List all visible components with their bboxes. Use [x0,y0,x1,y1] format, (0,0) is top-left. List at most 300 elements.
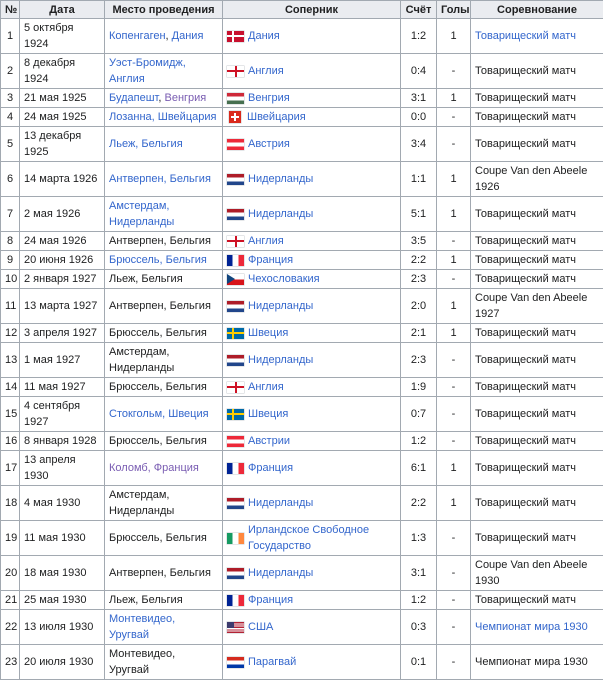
match-score: 2:3 [401,270,437,289]
venue-text: Льеж, Бельгия [109,594,183,606]
goals-scored: - [437,591,471,610]
goals-scored: 1 [437,197,471,232]
opponent-cell [223,324,401,343]
opponent-cell [223,343,401,378]
table-row [1,127,603,162]
goals-scored: - [437,645,471,680]
table-row [1,162,603,197]
venue-text: , [165,30,172,42]
venue-text: Брюссель, Бельгия [109,435,207,447]
match-score: 2:2 [401,251,437,270]
goals-scored: - [437,232,471,251]
opponent-link[interactable]: Швеция [248,327,289,339]
competition-text: Товарищеский матч [475,138,576,150]
match-venue [105,610,223,645]
match-score: 1:2 [401,591,437,610]
opponent [227,379,396,395]
match-score: 3:1 [401,556,437,591]
opponent [227,28,396,44]
opponent [227,592,396,608]
goals-scored: - [437,108,471,127]
header-score[interactable]: Счёт [401,1,437,19]
match-venue [105,54,223,89]
header-opponent[interactable]: Соперник [223,1,401,19]
match-score: 2:1 [401,324,437,343]
match-date: 11 мая 1930 [20,521,105,556]
match-venue [105,108,223,127]
competition [471,251,603,270]
match-date: 8 декабря 1924 [20,54,105,89]
goals-scored: - [437,521,471,556]
france-flag-icon [227,463,244,474]
competition-text: Товарищеский матч [475,408,576,420]
competition-link[interactable]: Чемпионат мира 1930 [475,621,588,633]
goals-scored: - [437,378,471,397]
row-number: 14 [1,378,20,397]
competition [471,197,603,232]
opponent-link[interactable]: Нидерланды [248,567,314,579]
match-venue [105,19,223,54]
venue-text: Льеж, Бельгия [109,273,183,285]
match-date: 3 апреля 1927 [20,324,105,343]
opponent-cell [223,610,401,645]
opponent [227,63,396,79]
table-row [1,19,603,54]
opponent-link[interactable]: Франция [248,462,294,474]
competition-text: Товарищеский матч [475,208,576,220]
netherlands-flag-icon [227,568,244,579]
opponent-link[interactable]: США [248,621,274,633]
netherlands-flag-icon [227,355,244,366]
table-row [1,521,603,556]
opponent-link[interactable]: Нидерланды [248,173,314,185]
match-venue [105,127,223,162]
opponent-link[interactable]: Чехословакия [248,273,320,285]
competition-text: Товарищеский матч [475,92,576,104]
match-venue [105,451,223,486]
match-score: 2:3 [401,343,437,378]
opponent [227,654,396,670]
usa-flag-icon [227,622,244,633]
venue-link[interactable]: Антверпен, Бельгия [109,173,211,185]
row-number: 15 [1,397,20,432]
opponent-link[interactable]: Англия [248,65,284,77]
row-number: 16 [1,432,20,451]
match-date: 21 мая 1925 [20,89,105,108]
competition [471,378,603,397]
match-date: 8 января 1928 [20,432,105,451]
france-flag-icon [227,595,244,606]
switzerland-flag-icon [229,111,241,123]
match-venue [105,343,223,378]
competition-text: Товарищеский матч [475,594,576,606]
goals-scored: - [437,54,471,89]
match-venue [105,556,223,591]
match-date: 1 мая 1927 [20,343,105,378]
competition [471,270,603,289]
competition [471,645,603,680]
row-number: 19 [1,521,20,556]
table-row [1,197,603,232]
competition-text: Чемпионат мира 1930 [475,656,588,668]
competition-text: Товарищеский матч [475,327,576,339]
competition [471,486,603,521]
table-row [1,232,603,251]
competition [471,232,603,251]
match-date: 25 мая 1930 [20,591,105,610]
opponent-link[interactable]: Швеция [248,408,289,420]
match-venue [105,645,223,680]
france-flag-icon [227,255,244,266]
match-score: 2:2 [401,486,437,521]
goals-scored: - [437,343,471,378]
match-date: 20 июля 1930 [20,645,105,680]
venue-link[interactable]: Амстердам, Нидерланды [109,200,175,228]
opponent [227,206,396,222]
match-date: 13 марта 1927 [20,289,105,324]
opponent-link[interactable]: Нидерланды [248,497,314,509]
opponent-link[interactable]: Англия [248,381,284,393]
header-venue[interactable]: Место проведения [105,1,223,19]
venue-link[interactable]: Уэст-Бромидж, Англия [109,57,186,85]
row-number: 3 [1,89,20,108]
denmark-flag-icon [227,31,244,42]
competition-text: Товарищеский матч [475,532,576,544]
opponent-link[interactable]: Нидерланды [248,354,314,366]
match-score: 2:0 [401,289,437,324]
competition-text: Товарищеский матч [475,111,576,123]
opponent [227,109,396,125]
match-score: 6:1 [401,451,437,486]
venue-link[interactable]: Коломб, Франция [109,462,199,474]
ireland-flag-icon [227,533,244,544]
venue-text: Монтевидео, Уругвай [109,648,176,676]
match-date: 20 июня 1926 [20,251,105,270]
opponent-cell [223,378,401,397]
opponent-link[interactable]: Швейцария [247,111,306,123]
table-row [1,251,603,270]
opponent-cell [223,645,401,680]
competition-link[interactable]: Товарищеский матч [475,30,576,42]
match-venue [105,378,223,397]
opponent-cell [223,232,401,251]
row-number: 17 [1,451,20,486]
match-date: 13 апреля 1930 [20,451,105,486]
goals-scored: 1 [437,289,471,324]
match-venue [105,486,223,521]
table-row [1,343,603,378]
match-date: 24 мая 1925 [20,108,105,127]
venue-link[interactable]: Дания [171,30,204,42]
match-score: 3:4 [401,127,437,162]
venue-link[interactable]: Будапешт [109,92,159,104]
opponent-cell [223,521,401,556]
competition-text: Товарищеский матч [475,273,576,285]
opponent-link[interactable]: Австрии [248,435,291,447]
table-row [1,610,603,645]
opponent-cell [223,162,401,197]
match-date: 24 мая 1926 [20,232,105,251]
match-venue [105,162,223,197]
match-date: 4 сентября 1927 [20,397,105,432]
opponent [227,352,396,368]
venue-link[interactable]: Стокгольм, Швеция [109,408,209,420]
row-number: 18 [1,486,20,521]
match-venue [105,397,223,432]
competition [471,289,603,324]
competition-text: Coupe Van den Abeele 1930 [475,559,588,587]
opponent-cell [223,397,401,432]
table-row [1,451,603,486]
match-date: 2 мая 1926 [20,197,105,232]
goals-scored: - [437,432,471,451]
england-flag-icon [227,66,244,77]
match-score: 1:2 [401,432,437,451]
row-number: 23 [1,645,20,680]
competition [471,397,603,432]
venue-text: Брюссель, Бельгия [109,532,207,544]
match-score: 3:1 [401,89,437,108]
hungary-flag-icon [227,93,244,104]
competition [471,19,603,54]
opponent-link[interactable]: Парагвай [248,656,297,668]
czech-flag-icon [227,274,244,285]
opponent-link[interactable]: Венгрия [248,92,290,104]
competition [471,127,603,162]
match-date: 11 мая 1927 [20,378,105,397]
venue-text: Амстердам, Нидерланды [109,489,175,517]
match-venue [105,270,223,289]
table-row [1,289,603,324]
table-row [1,397,603,432]
sweden-flag-icon [227,328,244,339]
competition-text: Товарищеский матч [475,254,576,266]
goals-scored: - [437,397,471,432]
table-row [1,270,603,289]
table-row [1,324,603,343]
venue-link[interactable]: Венгрия [164,92,207,104]
row-number: 1 [1,19,20,54]
table-row [1,89,603,108]
match-venue [105,521,223,556]
competition [471,556,603,591]
venue-text: , [158,92,165,104]
venue-text: Брюссель, Бельгия [109,327,207,339]
competition-text: Товарищеский матч [475,235,576,247]
match-score: 1:9 [401,378,437,397]
match-venue [105,324,223,343]
competition [471,343,603,378]
match-score: 1:1 [401,162,437,197]
competition-text: Товарищеский матч [475,497,576,509]
opponent-cell [223,556,401,591]
header-date[interactable]: Дата [20,1,105,19]
match-venue [105,432,223,451]
opponent-cell [223,54,401,89]
competition [471,451,603,486]
row-number: 2 [1,54,20,89]
match-venue [105,251,223,270]
goals-scored: 1 [437,251,471,270]
venue-text: Антверпен, Бельгия [109,300,211,312]
goals-scored: - [437,270,471,289]
goals-scored: 1 [437,89,471,108]
match-date: 18 мая 1930 [20,556,105,591]
goals-scored: 1 [437,162,471,197]
competition [471,521,603,556]
opponent [227,325,396,341]
match-score: 0:4 [401,54,437,89]
opponent-cell [223,19,401,54]
opponent-cell [223,197,401,232]
opponent [227,619,396,635]
goals-scored: 1 [437,324,471,343]
row-number: 12 [1,324,20,343]
opponent [227,406,396,422]
venue-text: Брюссель, Бельгия [109,381,207,393]
netherlands-flag-icon [227,209,244,220]
match-score: 0:7 [401,397,437,432]
venue-text: Антверпен, Бельгия [109,235,211,247]
match-date: 13 июля 1930 [20,610,105,645]
competition [471,108,603,127]
opponent [227,136,396,152]
header-goals[interactable]: Голы [437,1,471,19]
table-body [1,19,603,680]
opponent [227,433,396,449]
competition-text: Товарищеский матч [475,381,576,393]
competition [471,54,603,89]
opponent-cell [223,486,401,521]
opponent [227,271,396,287]
opponent-cell [223,251,401,270]
row-number: 6 [1,162,20,197]
opponent [227,233,396,249]
competition [471,432,603,451]
table-row [1,378,603,397]
row-number: 5 [1,127,20,162]
competition-text: Товарищеский матч [475,65,576,77]
table-row [1,556,603,591]
row-number: 13 [1,343,20,378]
table-row [1,645,603,680]
opponent-cell [223,108,401,127]
competition-text: Товарищеский матч [475,462,576,474]
netherlands-flag-icon [227,498,244,509]
table-row [1,486,603,521]
competition-text: Coupe Van den Abeele 1927 [475,292,588,320]
match-score: 3:5 [401,232,437,251]
paraguay-flag-icon [227,657,244,668]
table-row [1,108,603,127]
venue-link[interactable]: Лозанна, Швейцария [109,111,217,123]
row-number: 8 [1,232,20,251]
opponent [227,565,396,581]
opponent-link[interactable]: Нидерланды [248,208,314,220]
opponent-link[interactable]: Ирландское Свободное Государство [248,524,370,552]
match-score: 0:1 [401,645,437,680]
opponent-link[interactable]: Австрия [248,138,290,150]
opponent [227,460,396,476]
row-number: 22 [1,610,20,645]
opponent-link[interactable]: Нидерланды [248,300,314,312]
match-venue [105,197,223,232]
header-competition[interactable]: Соревнование [471,1,603,19]
competition-text: Coupe Van den Abeele 1926 [475,165,588,193]
match-date: 4 мая 1930 [20,486,105,521]
header-number[interactable]: № [1,1,20,19]
competition-text: Товарищеский матч [475,435,576,447]
opponent-cell [223,432,401,451]
row-number: 10 [1,270,20,289]
opponent-cell [223,451,401,486]
venue-link[interactable]: Копенгаген [109,30,166,42]
austria-flag-icon [227,436,244,447]
opponent-cell [223,289,401,324]
match-score: 1:3 [401,521,437,556]
opponent [227,495,396,511]
opponent-link[interactable]: Англия [248,235,284,247]
table-row [1,54,603,89]
austria-flag-icon [227,139,244,150]
venue-link[interactable]: Льеж, Бельгия [109,138,183,150]
england-flag-icon [227,382,244,393]
competition [471,89,603,108]
goals-scored: 1 [437,486,471,521]
match-date: 13 декабря 1925 [20,127,105,162]
match-score: 5:1 [401,197,437,232]
match-venue [105,591,223,610]
opponent-cell [223,89,401,108]
competition [471,324,603,343]
venue-text: Антверпен, Бельгия [109,567,211,579]
match-score: 0:3 [401,610,437,645]
row-number: 9 [1,251,20,270]
venue-text: Амстердам, Нидерланды [109,346,175,374]
match-date: 14 марта 1926 [20,162,105,197]
sweden-flag-icon [227,409,244,420]
opponent-link[interactable]: Дания [248,30,280,42]
opponent [227,298,396,314]
row-number: 11 [1,289,20,324]
match-venue [105,289,223,324]
header-row [1,1,603,19]
row-number: 7 [1,197,20,232]
match-date: 5 октября 1924 [20,19,105,54]
venue-link[interactable]: Монтевидео, Уругвай [109,613,176,641]
venue-link[interactable]: Брюссель, Бельгия [109,254,207,266]
opponent [227,252,396,268]
competition [471,610,603,645]
opponent [227,522,396,554]
competition [471,162,603,197]
netherlands-flag-icon [227,174,244,185]
opponent-link[interactable]: Франция [248,594,294,606]
goals-scored: 1 [437,451,471,486]
row-number: 21 [1,591,20,610]
row-number: 20 [1,556,20,591]
opponent [227,171,396,187]
goals-scored: - [437,610,471,645]
goals-scored: - [437,556,471,591]
competition [471,591,603,610]
netherlands-flag-icon [227,301,244,312]
opponent-link[interactable]: Франция [248,254,294,266]
row-number: 4 [1,108,20,127]
match-venue [105,232,223,251]
match-score: 1:2 [401,19,437,54]
match-date: 2 января 1927 [20,270,105,289]
